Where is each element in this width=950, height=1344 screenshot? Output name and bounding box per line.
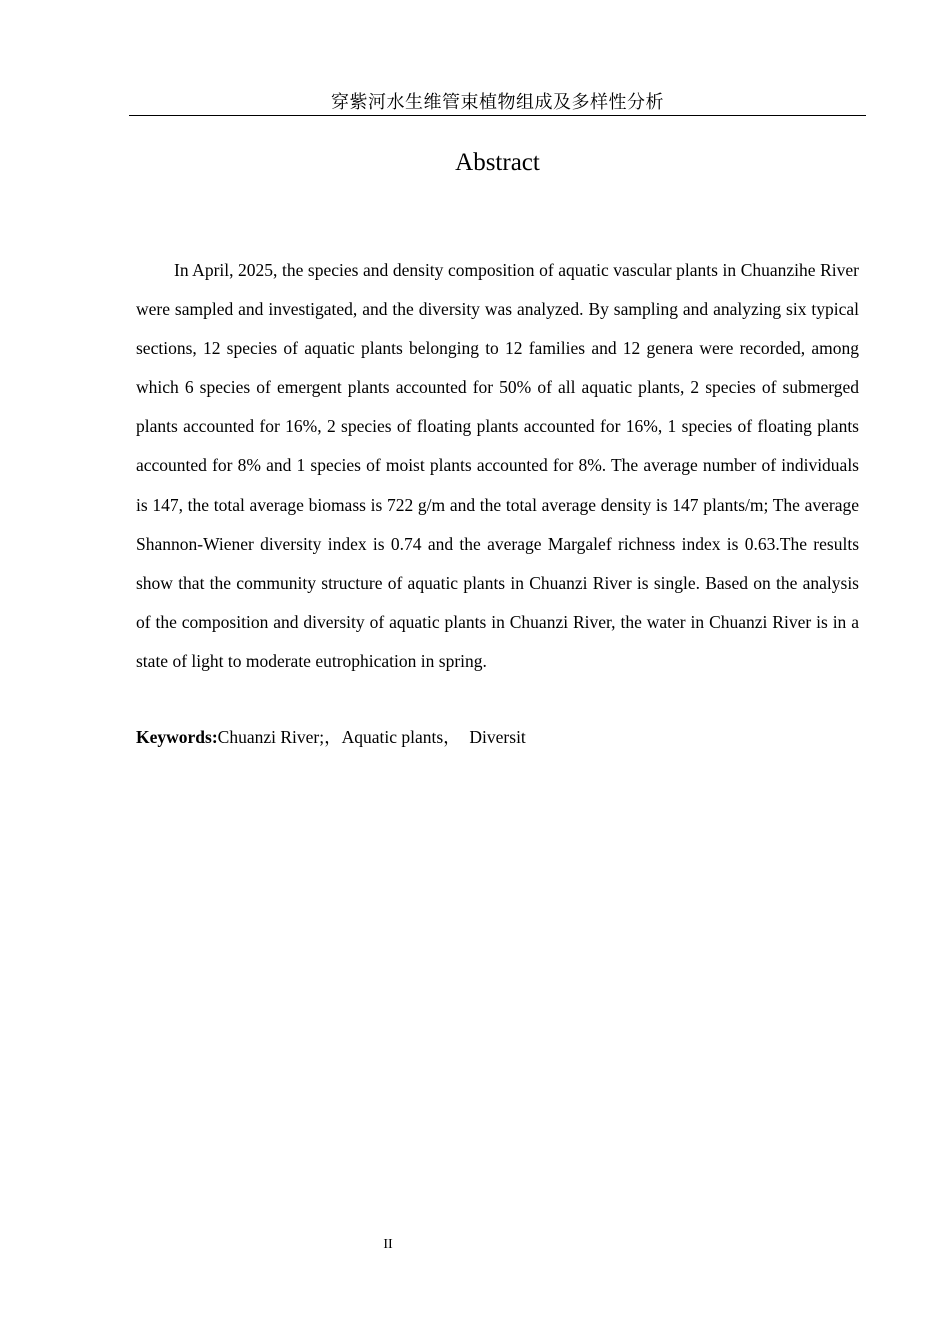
keywords-label: Keywords: [136,727,218,747]
keywords-line [136,718,859,757]
page-number: II [383,1237,393,1252]
keywords-text: Chuanzi River;，Aquatic plants， Diversit [217,727,526,747]
abstract-title: Abstract [455,149,540,176]
abstract-body: In April, 2025, the species and density composition of aquatic vascular plants in Chuanzihe River were sampled and investigated, and the diversity was analyzed. By sampling and analyzing six typical sections, 12 species of aquatic plants belonging to 12 families and 12 genera were recorded, among which 6 species of emergent plants accounted for 50% of all aquatic plants, 2 species of submerged plants accounted for 16%, 2 species of floating plants accounted for 16%, 1 species of floating plants accounted for 8% and 1 species of moist plants accounted for 8%. The average number of individuals is 147, the total average biomass is 722 g/m and the total average density is 147 plants/m; The average Shannon-Wiener diversity index is 0.74 and the average Margalef richness index is 0.63.The results show that the community structure of aquatic plants in Chuanzi River is single. Based on the analysis of the composition and diversity of aquatic plants in Chuanzi River, the water in Chuanzi River is in a state of light to moderate eutrophication in spring. [136,260,859,671]
running-header: 穿紫河水生维管束植物组成及多样性分析 [129,92,866,116]
